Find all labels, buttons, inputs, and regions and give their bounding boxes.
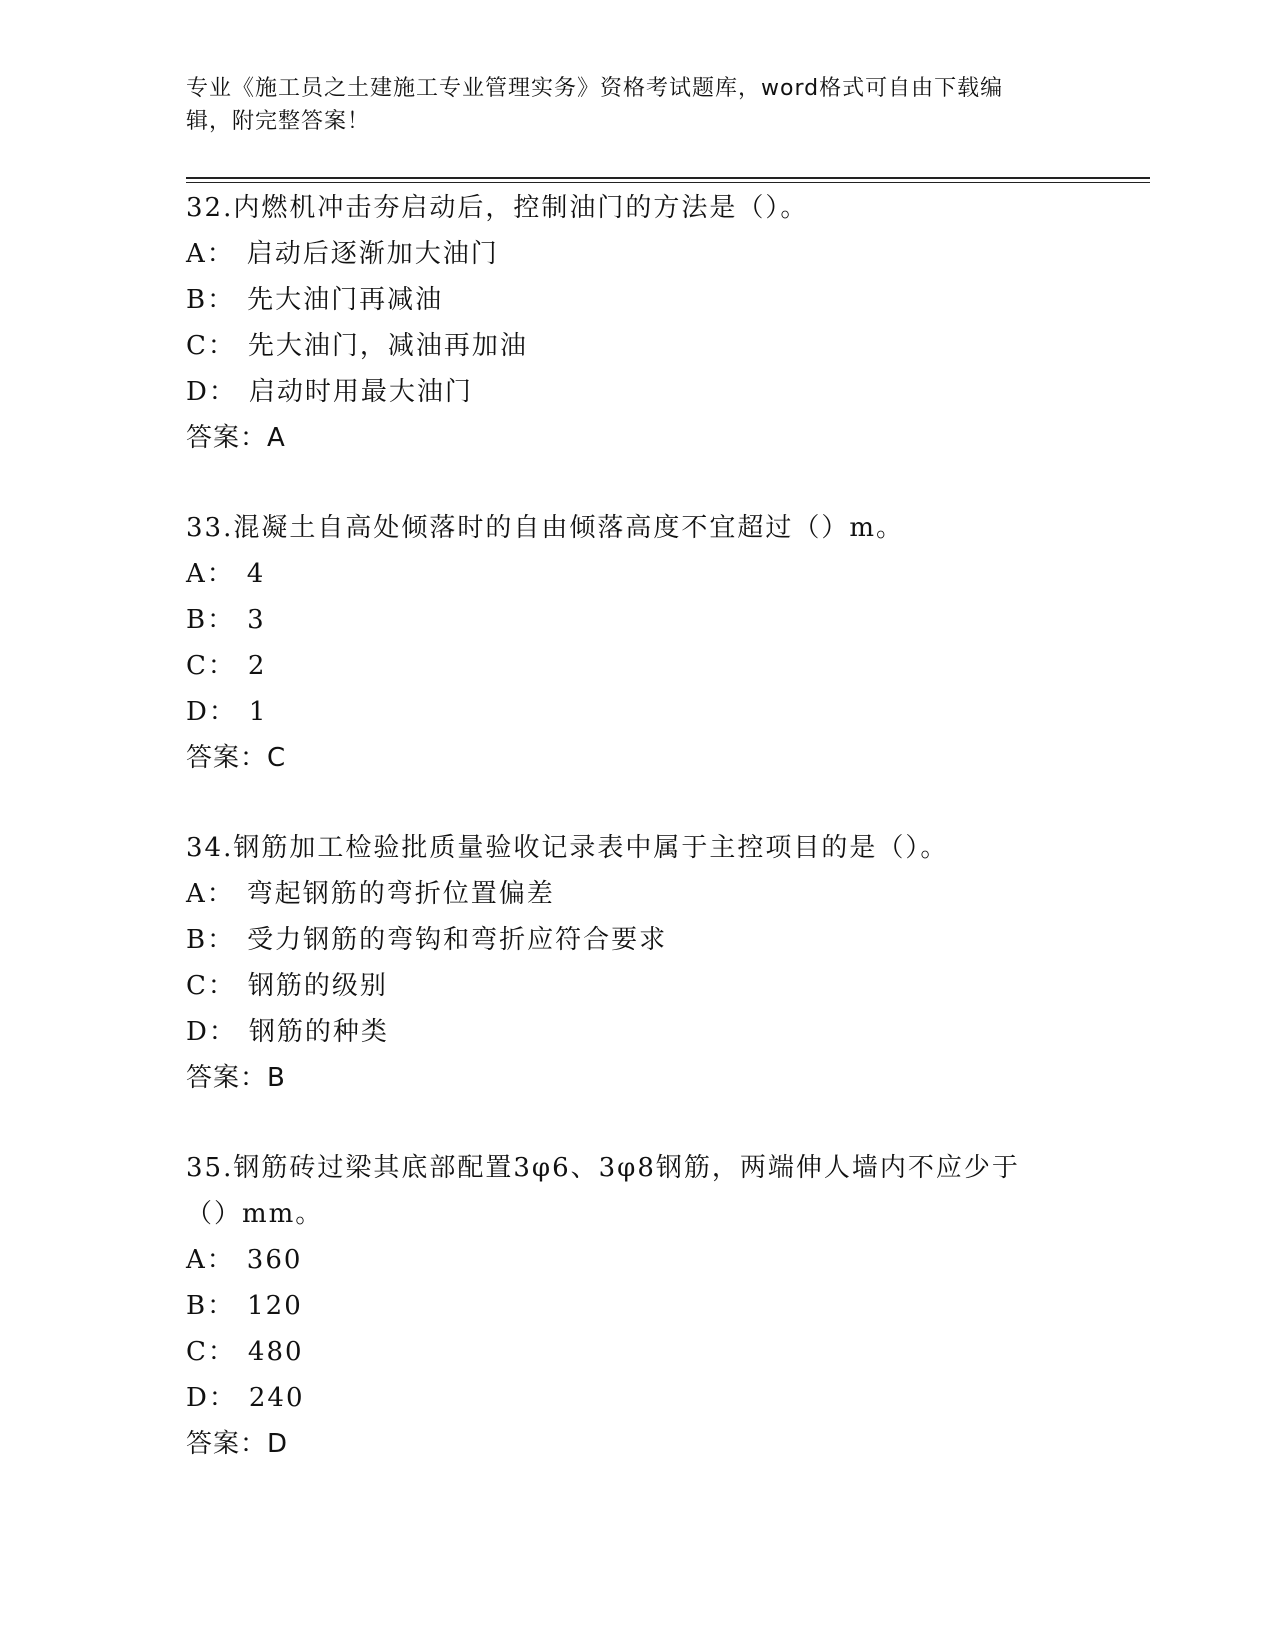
option-text: 钢筋的种类	[248, 1017, 389, 1047]
option-letter: D：	[186, 1383, 237, 1413]
option-c	[186, 1329, 1086, 1375]
option-d	[186, 1009, 1086, 1055]
option-b	[186, 917, 1086, 963]
option-text: 先大油门，减油再加油	[247, 331, 528, 361]
option-text: 启动后逐渐加大油门	[246, 239, 499, 269]
question-32	[186, 185, 1086, 461]
option-letter: C：	[186, 1337, 236, 1367]
option-letter: D：	[186, 697, 237, 727]
option-text: 1	[248, 697, 268, 727]
option-d	[186, 689, 1086, 735]
option-letter: D：	[186, 1017, 237, 1047]
header-line-2: 辑，附完整答案！	[186, 109, 371, 134]
option-letter: C：	[186, 651, 236, 681]
question-stem: 33.混凝土自高处倾落时的自由倾落高度不宜超过（）m。	[186, 513, 905, 543]
header-line-1: 专业《施工员之土建施工专业管理实务》资格考试题库，word格式可自由下载编	[186, 76, 1004, 101]
option-a	[186, 871, 1086, 917]
option-text: 120	[247, 1291, 303, 1321]
option-text: 启动时用最大油门	[248, 377, 473, 407]
option-a	[186, 1237, 1086, 1283]
option-text: 受力钢筋的弯钩和弯折应符合要求	[247, 925, 668, 955]
option-text: 先大油门再减油	[247, 285, 444, 315]
option-letter: D：	[186, 377, 237, 407]
option-b	[186, 1283, 1086, 1329]
question-34	[186, 825, 1086, 1101]
option-text: 弯起钢筋的弯折位置偏差	[246, 879, 555, 909]
option-letter: B：	[186, 925, 236, 955]
option-text: 钢筋的级别	[247, 971, 388, 1001]
header-divider-thick	[186, 177, 1150, 179]
option-text: 2	[247, 651, 267, 681]
option-text: 240	[248, 1383, 305, 1413]
option-c	[186, 963, 1086, 1009]
question-stem: 35.钢筋砖过梁其底部配置3φ6、3φ8钢筋，两端伸人墙内不应少于	[186, 1153, 1020, 1183]
document-header	[186, 72, 1066, 138]
option-b	[186, 277, 1086, 323]
option-letter: A：	[186, 1245, 235, 1275]
option-letter: A：	[186, 879, 235, 909]
option-letter: C：	[186, 331, 236, 361]
option-letter: A：	[186, 559, 235, 589]
option-c	[186, 323, 1086, 369]
option-letter: A：	[186, 239, 235, 269]
option-text: 3	[247, 605, 266, 635]
option-b	[186, 597, 1086, 643]
option-a	[186, 231, 1086, 277]
question-33	[186, 505, 1086, 781]
option-letter: C：	[186, 971, 236, 1001]
question-stem-continuation: （）mm。	[186, 1199, 324, 1229]
option-letter: B：	[186, 285, 236, 315]
answer-line: 答案：B	[186, 1063, 286, 1093]
question-stem: 32.内燃机冲击夯启动后，控制油门的方法是（）。	[186, 193, 809, 223]
option-a	[186, 551, 1086, 597]
answer-line: 答案：D	[186, 1429, 289, 1459]
option-text: 360	[246, 1245, 303, 1275]
option-letter: B：	[186, 1291, 236, 1321]
question-stem: 34.钢筋加工检验批质量验收记录表中属于主控项目的是（）。	[186, 833, 949, 863]
option-c	[186, 643, 1086, 689]
option-text: 4	[246, 559, 266, 589]
option-d	[186, 369, 1086, 415]
option-text: 480	[247, 1337, 304, 1367]
option-letter: B：	[186, 605, 236, 635]
question-35	[186, 1145, 1086, 1467]
option-d	[186, 1375, 1086, 1421]
answer-line: 答案：A	[186, 423, 286, 453]
answer-line: 答案：C	[186, 743, 287, 773]
header-divider-thin	[186, 182, 1150, 183]
